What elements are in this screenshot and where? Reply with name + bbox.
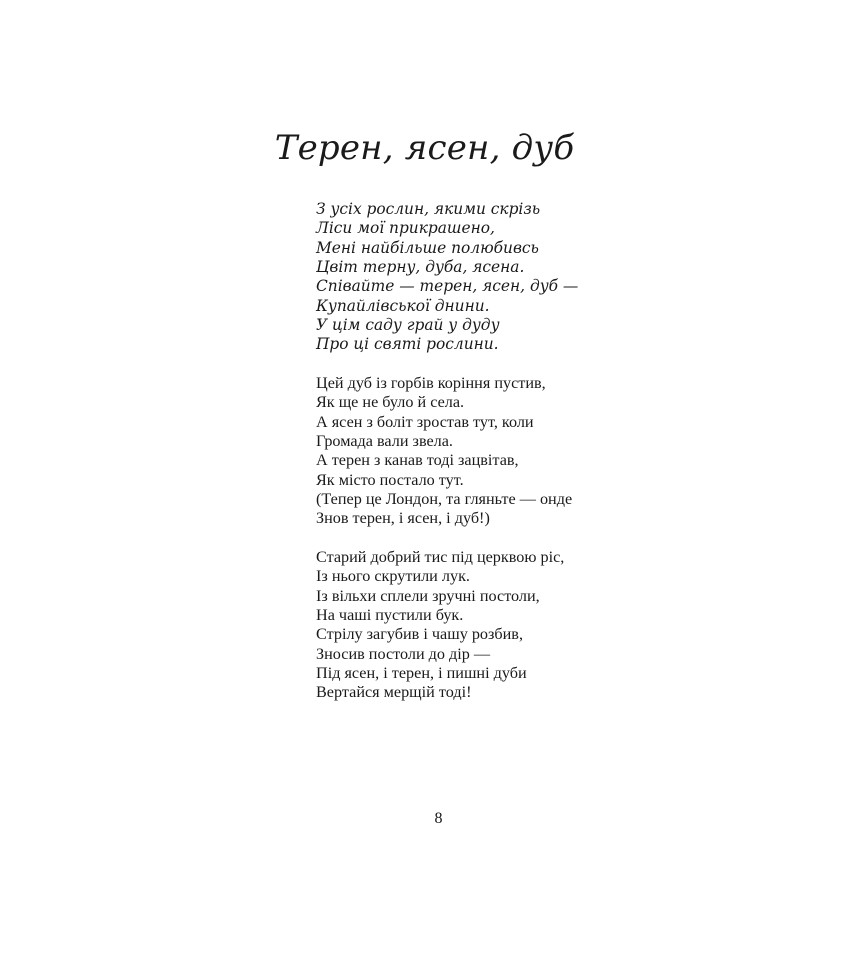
poem-line: Вертайся мерщій тоді!	[316, 683, 472, 702]
poem-line: Мені найбільше полюбивсь	[316, 238, 539, 257]
poem-line: А ясен з боліт зростав тут, коли	[316, 412, 534, 431]
poem-line: На чаші пустили бук.	[316, 606, 464, 625]
poem-line: Стрілу загубив і чашу розбив,	[316, 625, 523, 644]
poem-title: Терен, ясен, дуб	[274, 128, 575, 168]
poem-line: Ліси мої прикрашено,	[316, 219, 495, 238]
stanza-1	[316, 200, 578, 355]
poem-line: Цей дуб із горбів коріння пустив,	[316, 374, 546, 392]
poem-line: Як місто постало тут.	[316, 470, 464, 489]
poem-line: Під ясен, і терен, і пишні дуби	[316, 664, 527, 683]
stanza-3	[316, 548, 564, 703]
page-number: 8	[434, 810, 443, 827]
poem-line: Зносив постоли до дір —	[316, 644, 491, 663]
poem-line: Із вільхи сплели зручні постоли,	[316, 586, 540, 605]
poem-line: У цім саду грай у дуду	[316, 316, 500, 335]
poem-line: Як ще не було й села.	[316, 393, 465, 412]
poem-line: Про ці святі рослини.	[316, 335, 499, 354]
poem-line: Громада вали звела.	[316, 432, 453, 451]
poem-line: Старий добрий тис під церквою ріс,	[316, 548, 565, 566]
poem-line: З усіх рослин, якими скрізь	[316, 200, 541, 218]
poem-line: Із нього скрутили лук.	[316, 567, 470, 586]
poem-line: Цвіт терну, дуба, ясена.	[316, 258, 525, 277]
poem-line: Співайте — терен, ясен, дуб —	[316, 277, 579, 296]
poem-line: Знов терен, і ясен, і дуб!)	[316, 509, 490, 528]
stanza-2	[316, 374, 572, 529]
poem-line: А терен з канав тоді зацвітав,	[316, 451, 519, 470]
poem-line: Купайлівської днини.	[316, 296, 490, 315]
poem-line: (Тепер це Лондон, та гляньте — онде	[316, 490, 573, 509]
